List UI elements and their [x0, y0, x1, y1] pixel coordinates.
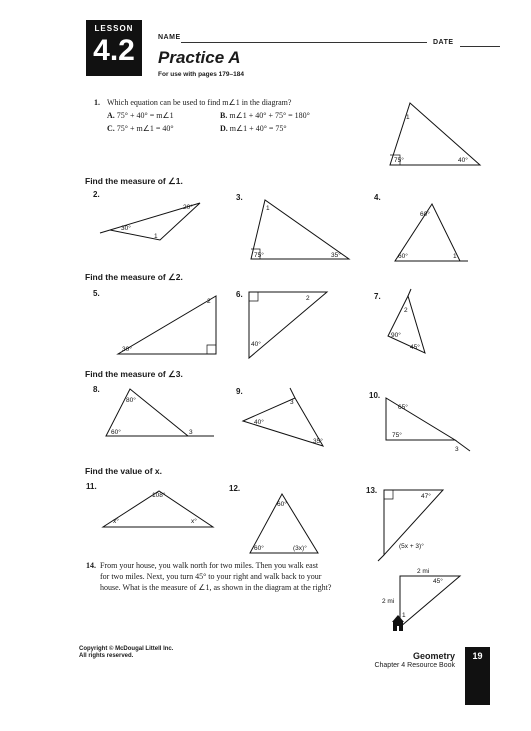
section-find-angle-3: Find the measure of ∠3.: [85, 369, 183, 379]
q1-prompt: Which equation can be used to find m∠1 in the diagram?: [107, 98, 292, 107]
p3-label-a: 1: [266, 205, 270, 212]
problem-8-triangle: [106, 389, 214, 436]
problem-7-number: 7.: [374, 292, 381, 301]
problem-10-number: 10.: [369, 391, 381, 400]
section-find-angle-2: Find the measure of ∠2.: [85, 272, 183, 282]
problem-5-triangle: [118, 296, 216, 354]
problem-3-number: 3.: [236, 193, 243, 202]
q14-line-1: From your house, you walk north for two miles. Then you walk east: [100, 561, 319, 570]
problem-6-number: 6.: [236, 290, 243, 299]
q14-line-2: for two miles. Next, you turn 45° to your right and walk back to your: [100, 572, 322, 581]
q1-label-1: 1: [406, 114, 410, 121]
p9-label-a: 3: [290, 399, 294, 406]
p7-label-b: 90°: [391, 332, 401, 339]
copyright-line-1: Copyright © McDougal Littell Inc.: [79, 646, 174, 652]
q1-label-40: 40°: [458, 157, 468, 164]
p4-label-b: 60°: [398, 253, 408, 260]
problem-5-number: 5.: [93, 289, 100, 298]
problem-4-triangle: [395, 204, 468, 261]
problem-6-triangle: [249, 292, 327, 358]
problem-10-triangle: [386, 398, 470, 453]
problem-13-number: 13.: [366, 486, 378, 495]
p5-label-b: 30°: [122, 346, 132, 353]
p6-label-b: 40°: [251, 341, 261, 348]
section-find-x: Find the value of x.: [85, 466, 162, 476]
p6-label-a: 2: [306, 295, 310, 302]
problem-11-number: 11.: [86, 482, 97, 491]
p2-label-c: 1: [154, 233, 158, 240]
copyright: [79, 646, 173, 660]
page-number-badge: [465, 647, 490, 705]
p10-label-b: 75°: [392, 432, 402, 439]
problem-13-triangle: [378, 490, 443, 561]
book-title: Geometry: [412, 651, 455, 661]
date-label: DATE: [433, 39, 454, 46]
q1-label-75: 75°: [394, 157, 404, 164]
q1-option-c: C. 75° + m∠1 = 40°: [107, 124, 174, 133]
q14-label-one: 1: [402, 612, 406, 619]
q14-label-top: 2 mi: [417, 568, 430, 575]
p11-label-a: 108°: [152, 492, 166, 499]
p11-label-c: x°: [191, 518, 197, 525]
p3-label-b: 75°: [254, 252, 264, 259]
p13-label-b: (5x + 3)°: [399, 543, 424, 550]
q1-option-b: B. m∠1 + 40° + 75° = 180°: [220, 111, 310, 120]
lesson-word: LESSON: [94, 24, 134, 33]
p10-label-c: 3: [455, 446, 459, 453]
p9-label-c: 35°: [313, 438, 323, 445]
problem-9-triangle: [243, 388, 323, 446]
p7-label-c: 45°: [410, 344, 420, 351]
pages-note: For use with pages 179–184: [158, 71, 244, 78]
problem-3-triangle: [251, 200, 349, 259]
section-find-angle-1: Find the measure of ∠1.: [85, 176, 183, 186]
p12-label-a: 60°: [277, 501, 287, 508]
p5-label-a: 2: [207, 298, 211, 305]
p11-label-b: x°: [113, 518, 119, 525]
q1-triangle: [390, 103, 480, 165]
copyright-line-2: All rights reserved.: [79, 653, 134, 659]
name-label: NAME: [158, 34, 181, 41]
p9-label-b: 40°: [254, 419, 264, 426]
page-title: Practice A: [158, 48, 241, 67]
lesson-number: 4.2: [93, 34, 135, 67]
q1-option-a: A. 75° + 40° = m∠1: [107, 111, 174, 120]
p10-label-a: 65°: [398, 404, 408, 411]
q1-option-d: D. m∠1 + 40° = 75°: [220, 124, 287, 133]
problem-12-number: 12.: [229, 484, 241, 493]
q14-path-diagram: [382, 568, 460, 627]
problem-9-number: 9.: [236, 387, 243, 396]
p8-label-a: 80°: [126, 397, 136, 404]
q14-label-angle: 45°: [433, 578, 443, 585]
p8-label-b: 60°: [111, 429, 121, 436]
problem-2-triangle: [100, 203, 200, 240]
problem-7-triangle: [388, 289, 425, 353]
p4-label-c: 1: [453, 253, 457, 260]
q14-line-3: house. What is the measure of ∠1, as shown in the diagram at the right?: [100, 583, 332, 592]
p3-label-c: 35°: [331, 252, 341, 259]
p2-label-a: 20°: [183, 204, 193, 211]
q1-number: 1.: [94, 98, 100, 107]
problem-12-triangle: [250, 494, 318, 553]
q14-label-left: 2 mi: [382, 598, 395, 605]
p2-label-b: 30°: [121, 225, 131, 232]
problem-2-number: 2.: [93, 190, 100, 199]
p7-label-a: 2: [404, 307, 408, 314]
q14-number: 14.: [86, 561, 96, 570]
p8-label-c: 3: [189, 429, 193, 436]
p4-label-a: 60°: [420, 211, 430, 218]
p12-label-b: 60°: [254, 545, 264, 552]
chapter-label: Chapter 4 Resource Book: [374, 662, 455, 669]
p13-label-a: 47°: [421, 493, 431, 500]
problem-8-number: 8.: [93, 385, 100, 394]
p12-label-c: (3x)°: [293, 545, 307, 552]
page-number: 19: [472, 651, 483, 661]
problem-11-triangle: [103, 491, 213, 527]
problem-4-number: 4.: [374, 193, 381, 202]
